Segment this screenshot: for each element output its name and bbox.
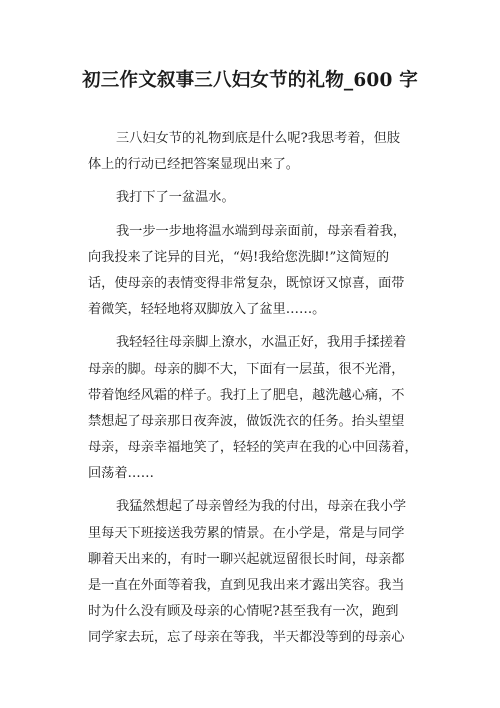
paragraph xyxy=(88,219,428,324)
text-line: 着微笑，轻轻地将双脚放入了盆里……。 xyxy=(88,302,326,318)
text-line: 里每天下班接送我劳累的情景。在小学是，常是与同学 xyxy=(88,525,405,541)
text-line: 母亲的脚。母亲的脚不大，下面有一层茧，很不光滑， xyxy=(88,361,405,377)
paragraph-gap xyxy=(88,212,428,219)
paragraph xyxy=(88,126,428,178)
text-line: 体上的行动已经把答案显现出来了。 xyxy=(88,157,299,173)
text-line: 三八妇女节的礼物到底是什么呢?我思考着，但肢 xyxy=(116,131,401,146)
text-line: 带着饱经风霜的样子。我打上了肥皂，越洗越心痛，不 xyxy=(88,387,405,403)
paragraph xyxy=(88,494,428,651)
text-line: 聊着天出来的，有时一聊兴起就逗留很长时间，母亲都 xyxy=(88,551,405,567)
text-line: 我轻轻往母亲脚上潦水，水温正好，我用手揉搓着 xyxy=(116,335,407,351)
text-line: 我打下了一盆温水。 xyxy=(116,190,235,206)
paragraph xyxy=(88,330,428,487)
text-line: 回荡着…… xyxy=(88,466,154,482)
text-line: 母亲，母亲幸福地笑了，轻轻的笑声在我的心中回荡着， xyxy=(88,440,418,456)
text-line: 我一步一步地将温水端到母亲面前，母亲看着我， xyxy=(116,223,407,239)
paragraph xyxy=(88,185,428,211)
paragraph-gap xyxy=(88,323,428,330)
text-line: 向我投来了诧异的目光，“妈!我给您洗脚!”这简短的 xyxy=(88,249,390,265)
text-line: 时为什么没有顾及母亲的心情呢?甚至我有一次，跑到 xyxy=(88,604,399,620)
text-line: 禁想起了母亲那日夜奔波，做饭洗衣的任务。抬头望望 xyxy=(88,413,405,429)
text-line: 话，使母亲的表情变得非常复杂，既惊讶又惊喜，面带 xyxy=(88,275,405,291)
text-line: 同学家去玩，忘了母亲在等我，半天都没等到的母亲心 xyxy=(88,630,405,646)
text-line: 是一直在外面等着我，直到见我出来才露出笑容。我当 xyxy=(88,578,405,593)
document-body xyxy=(88,126,428,652)
paragraph-gap xyxy=(88,178,428,185)
paragraph-gap xyxy=(88,487,428,494)
text-line: 我猛然想起了母亲曾经为我的付出，母亲在我小学 xyxy=(116,499,407,515)
document-title: 初三作文叙事三八妇女节的礼物_600 字 xyxy=(82,70,418,91)
